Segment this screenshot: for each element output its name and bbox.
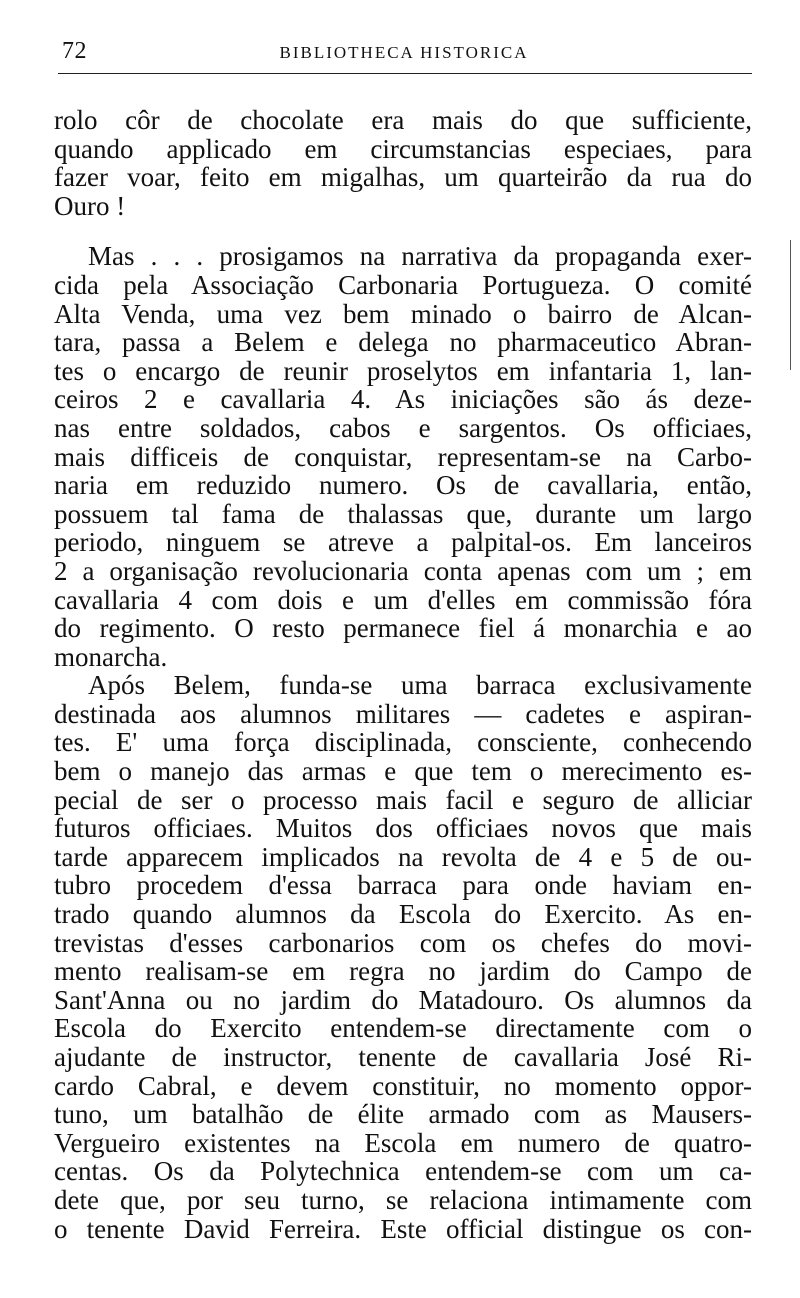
text-line: tara, passa a Belem e delega no pharmaceutico Abran- xyxy=(54,327,752,358)
text-line: 2 a organisação revolucionaria conta apenas com um ; em xyxy=(54,555,752,586)
header-rule xyxy=(58,73,752,74)
text-line: trevistas d'esses carbonarios com os chefes do movi- xyxy=(54,927,752,958)
page-header xyxy=(58,38,750,72)
paragraph xyxy=(54,106,752,220)
paragraph xyxy=(54,671,752,1243)
text-line: periodo, ninguem se atreve a palpital-os. Em lanceiros xyxy=(54,527,752,558)
text-line: possuem tal fama de thalassas que, durante um largo xyxy=(54,498,752,529)
text-line: nas entre soldados, cabos e sargentos. Os officiaes, xyxy=(54,412,752,443)
text-line: tarde apparecem implicados na revolta de 4 e 5 de ou- xyxy=(54,841,752,872)
text-line: Após Belem, funda-se uma barraca exclusivamente xyxy=(88,670,752,701)
text-line: Mas . . . prosigamos na narrativa da propaganda exer- xyxy=(88,241,752,272)
text-line: o tenente David Ferreira. Este official distingue os con- xyxy=(54,1213,752,1244)
text-line: cida pela Associação Carbonaria Portugueza. O comité xyxy=(54,269,752,300)
text-line: dete que, por seu turno, se relaciona intimamente com xyxy=(54,1184,752,1215)
text-line: destinada aos alumnos militares — cadetes e aspiran- xyxy=(54,698,752,729)
text-line: centas. Os da Polytechnica entendem-se com um ca- xyxy=(54,1156,752,1187)
text-line: tes o encargo de reunir proselytos em infantaria 1, lan- xyxy=(54,355,752,386)
text-line: tes. E' uma força disciplinada, consciente, conhecendo xyxy=(54,727,752,758)
body-text xyxy=(54,106,752,1243)
text-line: futuros officiaes. Muitos dos officiaes novos que mais xyxy=(54,813,752,844)
text-line: cavallaria 4 com dois e um d'elles em commissão fóra xyxy=(54,584,752,615)
text-line: ceiros 2 e cavallaria 4. As iniciações são ás deze- xyxy=(54,384,752,415)
paragraph xyxy=(54,242,752,671)
text-line: tubro procedem d'essa barraca para onde haviam en- xyxy=(54,870,752,901)
text-line: Sant'Anna ou no jardim do Matadouro. Os alumnos da xyxy=(54,984,752,1015)
text-line: do regimento. O resto permanece fiel á monarchia e ao xyxy=(54,613,752,644)
text-line: cardo Cabral, e devem constituir, no momento oppor- xyxy=(54,1070,752,1101)
page-number: 72 xyxy=(62,38,87,64)
text-line: rolo côr de chocolate era mais do que sufficiente, xyxy=(54,105,752,135)
text-line: Escola do Exercito entendem-se directamente com o xyxy=(54,1013,752,1044)
text-line: trado quando alumnos da Escola do Exercito. As en- xyxy=(54,899,752,930)
text-line: mais difficeis de conquistar, representam-se na Carbo- xyxy=(54,441,752,472)
text-line: fazer voar, feito em migalhas, um quarteirão da rua do xyxy=(54,162,752,193)
text-line: pecial de ser o processo mais facil e seguro de alliciar xyxy=(54,784,752,815)
text-line: Ouro ! xyxy=(54,190,126,221)
text-line: Alta Venda, uma vez bem minado o bairro de Alcan- xyxy=(54,298,752,329)
text-line: mento realisam-se em regra no jardim do Campo de xyxy=(54,956,752,987)
text-line: Vergueiro existentes na Escola em numero de quatro- xyxy=(54,1127,752,1158)
margin-mark xyxy=(790,240,791,370)
text-line: bem o manejo das armas e que tem o merecimento es- xyxy=(54,756,752,787)
text-line: tuno, um batalhão de élite armado com as Mausers- xyxy=(54,1099,752,1130)
text-line: monarcha. xyxy=(54,641,168,672)
text-line: quando applicado em circumstancias especiaes, para xyxy=(54,133,752,164)
text-line: naria em reduzido numero. Os de cavallaria, então, xyxy=(54,470,752,501)
running-title: BIBLIOTHECA HISTORICA xyxy=(279,43,529,62)
paragraph-gap xyxy=(54,220,752,242)
text-line: ajudante de instructor, tenente de cavallaria José Ri- xyxy=(54,1042,752,1072)
